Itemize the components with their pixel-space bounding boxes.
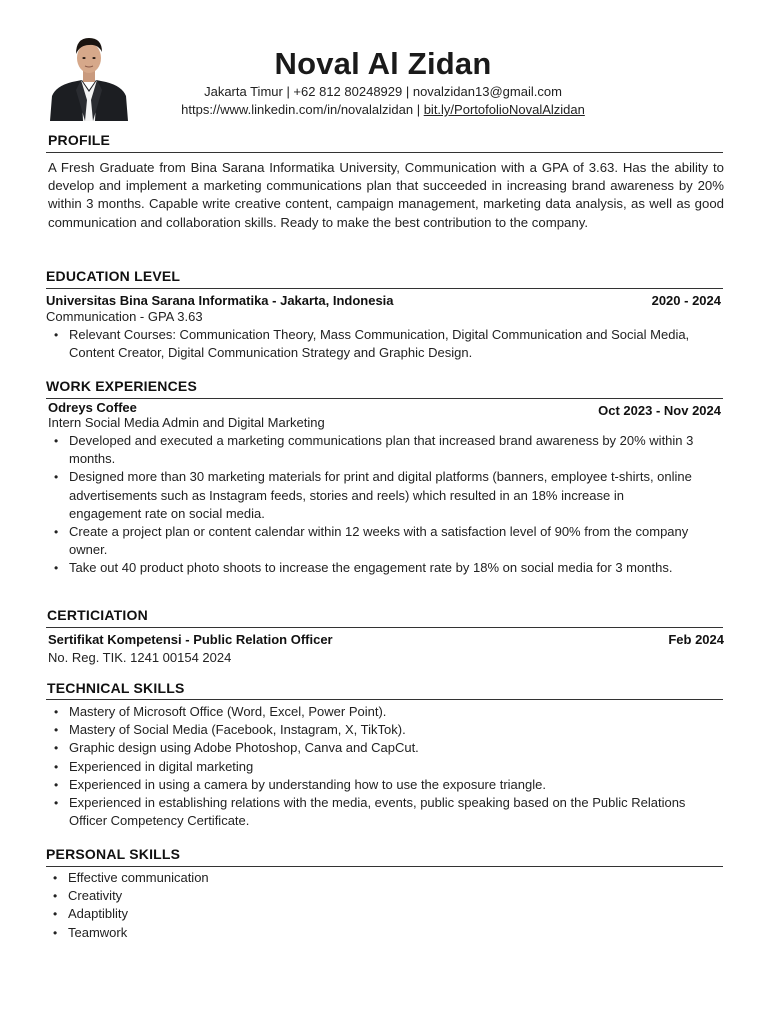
avatar [48, 30, 130, 121]
work-company: Odreys Coffee [48, 400, 137, 415]
technical-skills-list [47, 703, 697, 830]
education-school: Universitas Bina Sarana Informatika - Jakarta, Indonesia [46, 293, 394, 308]
list-item: • Take out 40 product photo shoots to increase the engagement rate by 18% on social media for 3 months. [47, 559, 697, 577]
list-item: • Mastery of Microsoft Office (Word, Excel, Power Point). [47, 703, 697, 721]
list-item: • Effective communication [46, 869, 696, 887]
list-item: • Designed more than 30 marketing materials for print and digital platforms (banners, employee t-shirts, online advertisements such as Instagram feeds, stories and reels) which resulted in an 18% increase in engagement rate on social media. [47, 468, 697, 523]
contact-line: Jakarta Timur | +62 812 80248929 | novalzidan13@gmail.com [204, 84, 562, 99]
personal-skills-heading: PERSONAL SKILLS [46, 846, 181, 862]
list-item: • Developed and executed a marketing communications plan that increased brand awareness by 20% within 3 months. [47, 432, 697, 468]
list-item: • Adaptiblity [46, 905, 696, 923]
education-courses-list [47, 326, 697, 362]
list-item: • Teamwork [46, 924, 696, 942]
list-item: • Graphic design using Adobe Photoshop, Canva and CapCut. [47, 739, 697, 757]
candidate-name: Noval Al Zidan [274, 46, 492, 81]
list-item: • Mastery of Social Media (Facebook, Instagram, X, TikTok). [47, 721, 697, 739]
list-item: • Creativity [46, 887, 696, 905]
certification-divider [46, 627, 723, 628]
personal-skills-list [46, 869, 696, 942]
work-divider [46, 398, 723, 399]
education-divider [46, 288, 723, 289]
education-heading: EDUCATION LEVEL [46, 268, 181, 284]
profile-heading: PROFILE [48, 132, 111, 148]
certification-heading: CERTICIATION [47, 607, 148, 623]
contact-links [130, 102, 636, 117]
portfolio-link[interactable]: bit.ly/PortofolioNovalAlzidan [423, 102, 585, 117]
list-item: • Experienced in using a camera by understanding how to use the exposure triangle. [47, 776, 697, 794]
technical-skills-heading: TECHNICAL SKILLS [47, 680, 185, 696]
certification-name: Sertifikat Kompetensi - Public Relation Officer [48, 632, 333, 647]
profile-photo [48, 30, 130, 121]
work-dates: Oct 2023 - Nov 2024 [598, 403, 721, 418]
list-item: • Experienced in digital marketing [47, 758, 697, 776]
profile-summary: A Fresh Graduate from Bina Sarana Informatika University, Communication with a GPA of 3.63. Has the ability to develop and implement a marketing communications plan that succeeded in increasing brand awareness by 20% within 3 months. Capable write creative content, campaign management, marketing data analysis, as well as good communication and collaboration skills. Ready to make the best contribution to the company. [48, 160, 724, 230]
technical-skills-divider [46, 699, 723, 700]
personal-skills-divider [46, 866, 723, 867]
profile-divider [46, 152, 723, 153]
list-item: • Experienced in establishing relations with the media, events, public speaking based on the Public Relations Officer Competency Certificate. [47, 794, 697, 830]
certification-reg-number: No. Reg. TIK. 1241 00154 2024 [48, 650, 232, 665]
education-years: 2020 - 2024 [651, 293, 721, 308]
linkedin-link[interactable]: https://www.linkedin.com/in/novalalzidan | [181, 102, 424, 117]
work-heading: WORK EXPERIENCES [46, 378, 197, 394]
work-role: Intern Social Media Admin and Digital Marketing [48, 415, 325, 430]
education-major: Communication - GPA 3.63 [46, 309, 203, 324]
list-item: • Relevant Courses: Communication Theory, Mass Communication, Digital Communication and Social Media, Content Creator, Digital Communication Strategy and Graphic Design. [47, 326, 697, 362]
work-achievements-list [47, 432, 697, 578]
list-item: • Create a project plan or content calendar within 12 weeks with a satisfaction level of 90% from the company owner. [47, 523, 697, 559]
certification-date: Feb 2024 [668, 632, 724, 647]
